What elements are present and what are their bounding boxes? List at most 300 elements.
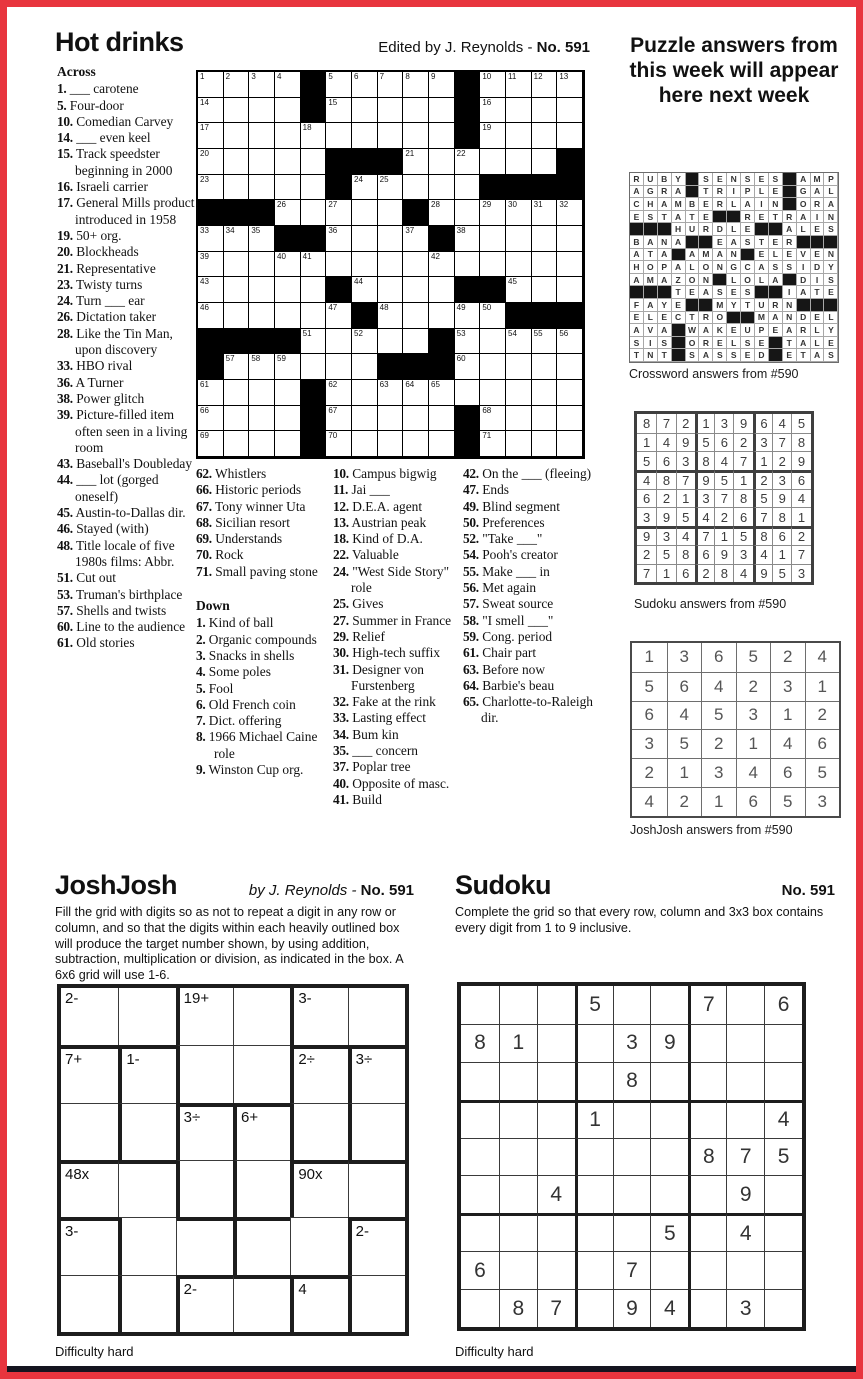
crossword-cell[interactable] (249, 431, 275, 457)
sudoku-cell-empty[interactable] (650, 1100, 688, 1138)
crossword-cell[interactable] (506, 200, 532, 226)
sudoku-cell-empty[interactable] (537, 1100, 575, 1138)
joshjosh-cell[interactable] (290, 1045, 347, 1102)
sudoku-cell-empty[interactable] (461, 1213, 499, 1251)
crossword-cell[interactable] (198, 175, 224, 201)
crossword-cell[interactable] (557, 277, 583, 303)
crossword-cell[interactable] (249, 406, 275, 432)
crossword-cell[interactable] (480, 329, 506, 355)
crossword-cell[interactable] (557, 98, 583, 124)
clue-item: 19. 50+ org. (57, 227, 122, 243)
crossword-cell[interactable] (275, 72, 301, 98)
crossword-cell[interactable] (352, 123, 378, 149)
crossword-cell[interactable] (275, 406, 301, 432)
answer-letter-cell: R (713, 198, 727, 211)
joshjosh-cell[interactable] (176, 1275, 233, 1332)
crossword-cell[interactable] (198, 252, 224, 278)
crossword-cell[interactable] (429, 406, 455, 432)
crossword-cell[interactable] (506, 72, 532, 98)
crossword-cell[interactable] (480, 72, 506, 98)
crossword-cell[interactable] (326, 98, 352, 124)
crossword-cell[interactable] (352, 431, 378, 457)
crossword-cell[interactable] (403, 98, 429, 124)
sudoku-cell-empty[interactable] (461, 1100, 499, 1138)
sudoku-cell-empty[interactable] (461, 986, 499, 1024)
crossword-cell[interactable] (378, 72, 404, 98)
crossword-cell-number: 60 (456, 354, 466, 364)
sudoku-cell-empty[interactable] (726, 1251, 764, 1289)
sudoku-answer-cell-given: 8 (772, 507, 791, 526)
crossword-cell[interactable] (480, 406, 506, 432)
sudoku-cell-empty[interactable] (650, 1251, 688, 1289)
sudoku-cell-empty[interactable] (499, 1175, 537, 1213)
crossword-cell[interactable] (224, 72, 250, 98)
crossword-cell[interactable] (326, 200, 352, 226)
crossword-cell[interactable] (455, 175, 481, 201)
joshjosh-instructions: Fill the grid with digits so as not to repeat a digit in any row or column, and so that the digits within each heavily outlined box will produce the target number shown, by using addition, subtraction, multiplication or division, as indicated in the box. A 6x6 grid will use 1-6. (55, 905, 403, 983)
crossword-cell[interactable] (224, 252, 250, 278)
answer-black-cell (783, 186, 797, 199)
crossword-cell[interactable] (557, 431, 583, 457)
crossword-cell[interactable] (352, 277, 378, 303)
crossword-cell[interactable] (455, 354, 481, 380)
crossword-cell[interactable] (403, 303, 429, 329)
crossword-cell[interactable] (224, 175, 250, 201)
sudoku-cell-empty[interactable] (613, 1138, 651, 1176)
crossword-cell[interactable] (378, 277, 404, 303)
crossword-cell[interactable] (378, 98, 404, 124)
crossword-cell[interactable] (480, 303, 506, 329)
sudoku-cell-empty[interactable] (688, 1100, 726, 1138)
sudoku-cell-empty[interactable] (537, 1138, 575, 1176)
joshjosh-cell[interactable] (118, 1103, 175, 1160)
crossword-cell[interactable] (506, 98, 532, 124)
crossword-cell[interactable] (506, 431, 532, 457)
crossword-cell[interactable] (480, 380, 506, 406)
crossword-cell[interactable] (557, 200, 583, 226)
sudoku-cell-empty[interactable] (613, 1213, 651, 1251)
crossword-cell[interactable] (326, 406, 352, 432)
crossword-cell[interactable] (506, 252, 532, 278)
cage-target-label: 19+ (183, 990, 210, 1007)
crossword-cell[interactable] (403, 72, 429, 98)
crossword-cell[interactable] (275, 200, 301, 226)
crossword-cell[interactable] (326, 123, 352, 149)
sudoku-cell-empty[interactable] (575, 1138, 613, 1176)
crossword-cell[interactable] (352, 354, 378, 380)
crossword-cell[interactable] (275, 303, 301, 329)
sudoku-cell-empty[interactable] (688, 1175, 726, 1213)
sudoku-puzzle-grid[interactable] (457, 982, 806, 1331)
crossword-cell[interactable] (249, 72, 275, 98)
crossword-cell[interactable] (557, 123, 583, 149)
crossword-cell[interactable] (326, 303, 352, 329)
sudoku-cell-empty[interactable] (461, 1175, 499, 1213)
crossword-cell[interactable] (455, 252, 481, 278)
crossword-cell[interactable] (532, 380, 558, 406)
joshjosh-cell[interactable] (348, 988, 405, 1045)
sudoku-cell-empty[interactable] (613, 1175, 651, 1213)
crossword-cell[interactable] (301, 123, 327, 149)
joshjosh-cell[interactable] (118, 1160, 175, 1217)
sudoku-cell-empty[interactable] (461, 1138, 499, 1176)
crossword-cell[interactable] (275, 380, 301, 406)
crossword-cell[interactable] (198, 98, 224, 124)
joshjosh-cell[interactable] (348, 1160, 405, 1217)
crossword-cell[interactable] (301, 149, 327, 175)
crossword-cell[interactable] (198, 406, 224, 432)
joshjosh-cell[interactable] (233, 988, 290, 1045)
crossword-cell[interactable] (301, 175, 327, 201)
sudoku-cell-empty[interactable] (688, 1251, 726, 1289)
sudoku-cell-empty[interactable] (461, 1289, 499, 1327)
crossword-cell[interactable] (378, 431, 404, 457)
crossword-cell[interactable] (403, 406, 429, 432)
answer-black-cell (783, 198, 797, 211)
crossword-cell[interactable] (275, 431, 301, 457)
sudoku-cell-empty[interactable] (499, 1100, 537, 1138)
crossword-cell[interactable] (352, 329, 378, 355)
crossword-cell[interactable] (352, 252, 378, 278)
joshjosh-cell[interactable] (61, 1103, 118, 1160)
crossword-cell[interactable] (506, 406, 532, 432)
joshjosh-cell[interactable] (176, 988, 233, 1045)
crossword-cell[interactable] (378, 406, 404, 432)
crossword-cell-number: 15 (328, 97, 338, 107)
crossword-cell[interactable] (403, 123, 429, 149)
sudoku-cell-empty[interactable] (650, 1175, 688, 1213)
crossword-cell[interactable] (249, 303, 275, 329)
crossword-cell[interactable] (249, 252, 275, 278)
crossword-cell[interactable] (224, 431, 250, 457)
crossword-cell[interactable] (378, 175, 404, 201)
crossword-cell[interactable] (557, 380, 583, 406)
crossword-cell[interactable] (403, 277, 429, 303)
crossword-cell[interactable] (198, 72, 224, 98)
sudoku-cell-empty[interactable] (537, 986, 575, 1024)
joshjosh-cell[interactable] (290, 988, 347, 1045)
crossword-grid[interactable] (196, 70, 585, 459)
joshjosh-cell[interactable] (233, 1275, 290, 1332)
crossword-cell[interactable] (403, 329, 429, 355)
joshjosh-cell[interactable] (61, 1045, 118, 1102)
crossword-cell[interactable] (198, 303, 224, 329)
sudoku-cell-empty[interactable] (726, 1100, 764, 1138)
crossword-cell[interactable] (301, 329, 327, 355)
sudoku-cell-empty[interactable] (613, 1100, 651, 1138)
crossword-cell[interactable] (198, 149, 224, 175)
joshjosh-cell[interactable] (176, 1160, 233, 1217)
crossword-cell[interactable] (429, 277, 455, 303)
answer-black-cell (769, 349, 783, 362)
sudoku-cell-empty[interactable] (764, 1024, 802, 1062)
crossword-cell[interactable] (326, 252, 352, 278)
sudoku-cell-empty[interactable] (575, 1175, 613, 1213)
crossword-cell[interactable] (378, 123, 404, 149)
crossword-cell[interactable] (532, 226, 558, 252)
crossword-cell[interactable] (429, 123, 455, 149)
crossword-cell[interactable] (429, 303, 455, 329)
crossword-cell[interactable] (429, 200, 455, 226)
crossword-cell[interactable] (326, 354, 352, 380)
crossword-cell[interactable] (557, 72, 583, 98)
crossword-cell[interactable] (455, 226, 481, 252)
sudoku-cell-empty[interactable] (688, 1213, 726, 1251)
crossword-cell[interactable] (275, 252, 301, 278)
crossword-cell[interactable] (326, 329, 352, 355)
crossword-cell[interactable] (506, 380, 532, 406)
crossword-cell[interactable] (557, 329, 583, 355)
crossword-cell[interactable] (198, 380, 224, 406)
joshjosh-cell[interactable] (176, 1103, 233, 1160)
crossword-cell[interactable] (249, 277, 275, 303)
crossword-cell[interactable] (480, 149, 506, 175)
sudoku-cell-empty[interactable] (499, 1062, 537, 1100)
joshjosh-cell[interactable] (348, 1275, 405, 1332)
crossword-cell[interactable] (532, 354, 558, 380)
sudoku-cell-empty[interactable] (688, 1024, 726, 1062)
joshjosh-cell[interactable] (233, 1217, 290, 1274)
clue-item: 36. A Turner (57, 374, 124, 390)
crossword-cell[interactable] (557, 406, 583, 432)
crossword-cell[interactable] (429, 380, 455, 406)
crossword-cell[interactable] (224, 354, 250, 380)
crossword-cell[interactable] (352, 175, 378, 201)
crossword-cell[interactable] (455, 329, 481, 355)
crossword-cell[interactable] (224, 303, 250, 329)
crossword-cell[interactable] (249, 354, 275, 380)
crossword-cell[interactable] (532, 149, 558, 175)
crossword-cell[interactable] (224, 380, 250, 406)
sudoku-cell-empty[interactable] (688, 1289, 726, 1327)
crossword-cell[interactable] (198, 226, 224, 252)
crossword-cell[interactable] (352, 200, 378, 226)
answer-letter-cell: E (811, 249, 825, 262)
clue-column-across-end-down-start (196, 466, 329, 778)
crossword-cell[interactable] (249, 226, 275, 252)
sudoku-cell-empty[interactable] (499, 1213, 537, 1251)
crossword-cell[interactable] (326, 431, 352, 457)
joshjosh-cell[interactable] (233, 1103, 290, 1160)
crossword-cell[interactable] (532, 406, 558, 432)
joshjosh-cell[interactable] (118, 1275, 175, 1332)
crossword-cell[interactable] (249, 380, 275, 406)
crossword-cell[interactable] (403, 380, 429, 406)
crossword-cell[interactable] (455, 380, 481, 406)
crossword-cell[interactable] (557, 354, 583, 380)
crossword-cell[interactable] (275, 277, 301, 303)
sudoku-cell-empty[interactable] (613, 986, 651, 1024)
crossword-cell[interactable] (557, 252, 583, 278)
crossword-cell[interactable] (403, 226, 429, 252)
sudoku-cell-empty[interactable] (499, 1138, 537, 1176)
sudoku-cell-empty[interactable] (537, 1251, 575, 1289)
sudoku-cell-empty[interactable] (650, 986, 688, 1024)
crossword-cell[interactable] (480, 252, 506, 278)
sudoku-cell-empty[interactable] (575, 1024, 613, 1062)
joshjosh-cell[interactable] (61, 1275, 118, 1332)
joshjosh-cell[interactable] (233, 1045, 290, 1102)
crossword-cell[interactable] (249, 149, 275, 175)
sudoku-cell-empty[interactable] (499, 1251, 537, 1289)
sudoku-cell-empty[interactable] (575, 1289, 613, 1327)
crossword-cell[interactable] (275, 175, 301, 201)
crossword-cell[interactable] (378, 226, 404, 252)
crossword-cell[interactable] (352, 380, 378, 406)
sudoku-cell-empty[interactable] (726, 1024, 764, 1062)
crossword-cell[interactable] (429, 175, 455, 201)
crossword-cell[interactable] (480, 431, 506, 457)
crossword-cell[interactable] (352, 226, 378, 252)
answer-letter-cell: A (797, 211, 811, 224)
crossword-cell[interactable] (506, 329, 532, 355)
sudoku-cell-empty[interactable] (726, 986, 764, 1024)
crossword-cell[interactable] (532, 277, 558, 303)
crossword-cell[interactable] (301, 303, 327, 329)
crossword-cell[interactable] (506, 226, 532, 252)
crossword-cell[interactable] (532, 123, 558, 149)
sudoku-cell-empty[interactable] (461, 1062, 499, 1100)
joshjosh-cell[interactable] (348, 1045, 405, 1102)
joshjosh-cell[interactable] (233, 1160, 290, 1217)
crossword-cell[interactable] (403, 252, 429, 278)
sudoku-cell-empty[interactable] (537, 1024, 575, 1062)
joshjosh-cell[interactable] (176, 1045, 233, 1102)
crossword-cell[interactable] (429, 252, 455, 278)
crossword-cell[interactable] (301, 252, 327, 278)
crossword-cell[interactable] (532, 431, 558, 457)
crossword-cell[interactable] (532, 72, 558, 98)
crossword-cell[interactable] (378, 329, 404, 355)
crossword-cell[interactable] (301, 277, 327, 303)
crossword-cell[interactable] (506, 277, 532, 303)
crossword-cell[interactable] (275, 123, 301, 149)
joshjosh-cell[interactable] (61, 1217, 118, 1274)
joshjosh-cell[interactable] (118, 1217, 175, 1274)
crossword-cell[interactable] (480, 354, 506, 380)
joshjosh-cell[interactable] (290, 1217, 347, 1274)
joshjosh-cell[interactable] (290, 1103, 347, 1160)
crossword-cell[interactable] (326, 226, 352, 252)
answer-letter-cell: O (699, 261, 713, 274)
crossword-cell[interactable] (249, 123, 275, 149)
crossword-cell[interactable] (352, 406, 378, 432)
crossword-cell[interactable] (455, 200, 481, 226)
crossword-cell[interactable] (480, 123, 506, 149)
sudoku-cell-empty[interactable] (688, 1062, 726, 1100)
clue-item: 52. "Take ___" (463, 531, 543, 547)
crossword-cell[interactable] (352, 98, 378, 124)
joshjosh-cell[interactable] (348, 1103, 405, 1160)
crossword-cell[interactable] (301, 200, 327, 226)
sudoku-cell-empty[interactable] (764, 1213, 802, 1251)
crossword-cell[interactable] (429, 149, 455, 175)
sudoku-cell-empty[interactable] (726, 1062, 764, 1100)
sudoku-cell-empty[interactable] (537, 1062, 575, 1100)
sudoku-cell-empty[interactable] (764, 1289, 802, 1327)
answer-letter-cell: N (699, 274, 713, 287)
crossword-cell[interactable] (224, 98, 250, 124)
crossword-cell[interactable] (506, 354, 532, 380)
crossword-cell[interactable] (455, 303, 481, 329)
crossword-cell[interactable] (429, 431, 455, 457)
crossword-cell[interactable] (378, 252, 404, 278)
crossword-cell[interactable] (532, 252, 558, 278)
crossword-cell[interactable] (224, 226, 250, 252)
sudoku-answer-cell-given: 8 (676, 545, 695, 564)
crossword-cell[interactable] (480, 200, 506, 226)
crossword-cell[interactable] (506, 149, 532, 175)
crossword-cell[interactable] (224, 149, 250, 175)
joshjosh-cell[interactable] (176, 1217, 233, 1274)
sudoku-cell-empty[interactable] (537, 1213, 575, 1251)
crossword-cell[interactable] (224, 406, 250, 432)
crossword-cell[interactable] (249, 98, 275, 124)
sudoku-cell-empty[interactable] (575, 1251, 613, 1289)
crossword-cell[interactable] (403, 175, 429, 201)
answer-letter-cell: A (755, 261, 769, 274)
crossword-cell[interactable] (532, 200, 558, 226)
answer-letter-cell: E (824, 286, 838, 299)
crossword-cell[interactable] (403, 149, 429, 175)
crossword-cell[interactable] (326, 72, 352, 98)
crossword-cell[interactable] (275, 149, 301, 175)
crossword-cell[interactable] (224, 123, 250, 149)
crossword-cell[interactable] (352, 72, 378, 98)
crossword-cell[interactable] (532, 98, 558, 124)
sudoku-cell-empty[interactable] (499, 986, 537, 1024)
joshjosh-cell[interactable] (118, 988, 175, 1045)
crossword-cell[interactable] (326, 380, 352, 406)
crossword-cell[interactable] (557, 226, 583, 252)
crossword-cell[interactable] (198, 431, 224, 457)
joshjosh-cell[interactable] (290, 1275, 347, 1332)
crossword-cell[interactable] (275, 98, 301, 124)
crossword-cell[interactable] (480, 98, 506, 124)
joshjosh-cell[interactable] (61, 1160, 118, 1217)
crossword-cell[interactable] (429, 72, 455, 98)
sudoku-cell-empty[interactable] (764, 1251, 802, 1289)
crossword-cell[interactable] (378, 200, 404, 226)
sudoku-cell-empty[interactable] (575, 1213, 613, 1251)
crossword-cell[interactable] (403, 431, 429, 457)
sudoku-cell-empty[interactable] (575, 1062, 613, 1100)
sudoku-cell-empty[interactable] (650, 1062, 688, 1100)
crossword-cell[interactable] (198, 277, 224, 303)
crossword-cell[interactable] (301, 354, 327, 380)
joshjosh-cell[interactable] (348, 1217, 405, 1274)
joshjosh-cell[interactable] (290, 1160, 347, 1217)
crossword-cell[interactable] (506, 123, 532, 149)
crossword-cell[interactable] (198, 123, 224, 149)
crossword-cell[interactable] (480, 226, 506, 252)
answer-black-cell (769, 223, 783, 236)
sudoku-cell-empty[interactable] (764, 1062, 802, 1100)
joshjosh-puzzle-grid[interactable] (57, 984, 409, 1336)
joshjosh-cell[interactable] (118, 1045, 175, 1102)
crossword-cell[interactable] (378, 303, 404, 329)
crossword-cell[interactable] (429, 98, 455, 124)
joshjosh-cell[interactable] (61, 988, 118, 1045)
crossword-cell[interactable] (532, 329, 558, 355)
sudoku-cell-empty[interactable] (764, 1175, 802, 1213)
crossword-cell[interactable] (455, 149, 481, 175)
crossword-cell[interactable] (249, 175, 275, 201)
crossword-cell[interactable] (224, 277, 250, 303)
crossword-cell[interactable] (275, 354, 301, 380)
sudoku-cell-empty[interactable] (650, 1138, 688, 1176)
crossword-cell[interactable] (378, 380, 404, 406)
